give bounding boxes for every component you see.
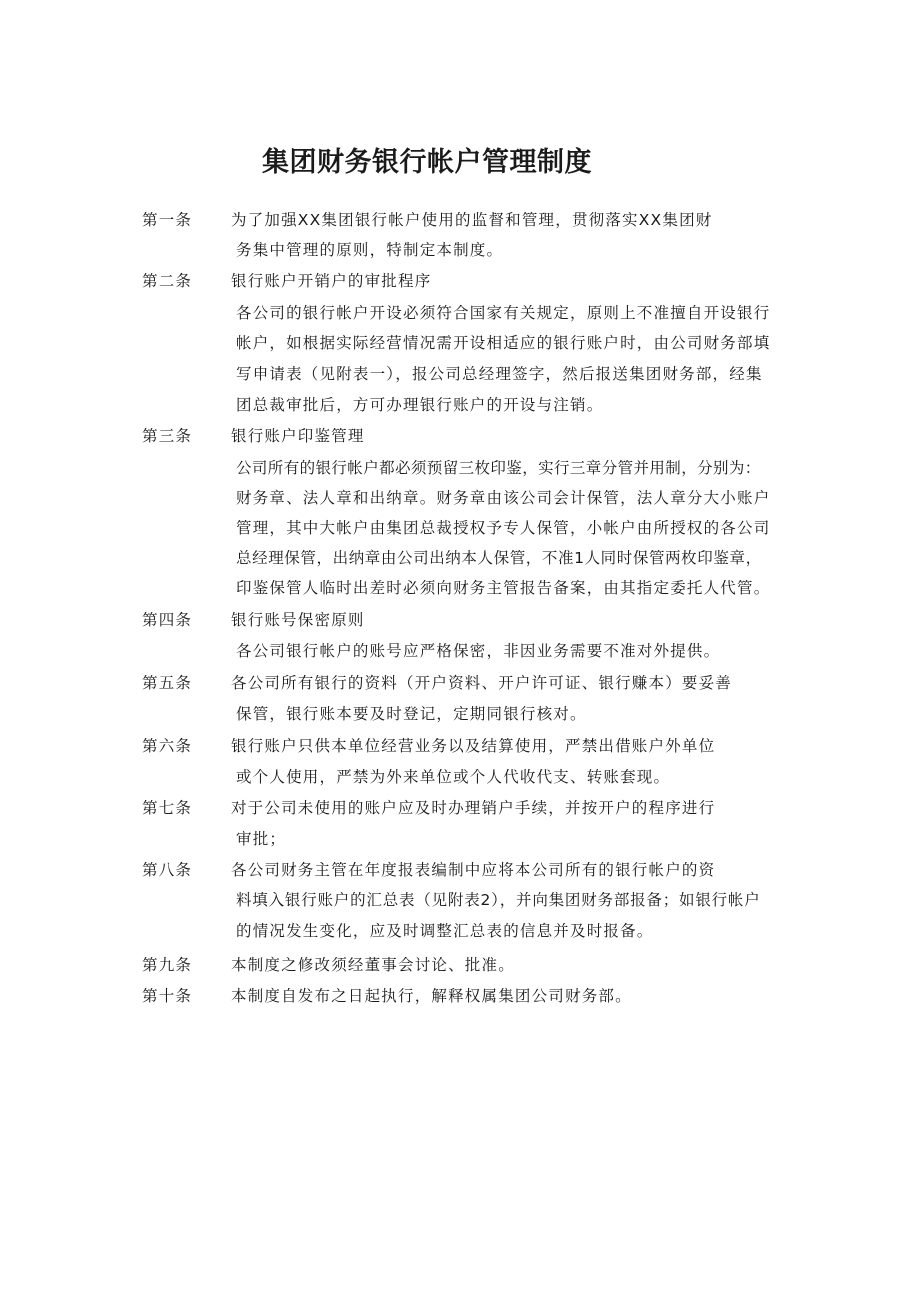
article-3-heading: 银行账户印鉴管理 [231, 427, 365, 445]
article-8-label: 第八条 [142, 861, 193, 879]
article-5-line-1: 各公司所有银行的资料（开户资料、开户许可证、银行赚本）要妥善 [231, 674, 733, 692]
article-3-line-5: 总经理保管，出纳章由公司出纳本人保管，不准1人同时保管两枚印鉴章， [236, 549, 762, 567]
article-6-line-1: 银行账户只供本单位经营业务以及结算使用，严禁出借账户外单位 [231, 737, 716, 755]
article-2-heading: 银行账户开销户的审批程序 [231, 272, 432, 290]
article-1-line-1: 为了加强XX集团银行帐户使用的监督和管理，贯彻落实XX集团财 [231, 211, 713, 229]
article-9-label: 第九条 [142, 956, 193, 974]
article-1-label: 第一条 [142, 211, 193, 229]
article-5-line-2: 保管，银行账本要及时登记，定期同银行核对。 [236, 705, 587, 723]
article-3-label: 第三条 [142, 427, 193, 445]
article-3-line-6: 印鉴保管人临时出差时必须向财务主管报告备案，由其指定委托人代管。 [236, 579, 771, 597]
article-7-line-1: 对于公司未使用的账户应及时办理销户手续，并按开户的程序进行 [231, 799, 716, 817]
article-2-line-2: 各公司的银行帐户开设必须符合国家有关规定，原则上不准擅自开设银行 [236, 304, 771, 322]
article-8-line-3: 的情况发生变化，应及时调整汇总表的信息并及时报备。 [236, 922, 654, 940]
article-5-label: 第五条 [142, 674, 193, 692]
article-6-line-2: 或个人使用，严禁为外来单位或个人代收代支、转账套现。 [236, 768, 671, 786]
article-2-line-5: 团总裁审批后，方可办理银行账户的开设与注销。 [236, 396, 604, 414]
article-4-label: 第四条 [142, 611, 193, 629]
article-6-label: 第六条 [142, 737, 193, 755]
article-9-line-1: 本制度之修改须经董事会讨论、批准。 [231, 956, 515, 974]
article-10-line-1: 本制度自发布之日起执行，解释权属集团公司财务部。 [231, 987, 632, 1005]
article-8-line-2: 料填入银行账户的汇总表（见附表2），并向集团财务部报备；如银行帐户 [236, 891, 761, 909]
article-3-line-4: 管理，其中大帐户由集团总裁授权予专人保管，小帐户由所授权的各公司 [236, 519, 771, 537]
article-3-line-3: 财务章、法人章和出纳章。财务章由该公司会计保管，法人章分大小账户 [236, 489, 771, 507]
article-7-line-2: 审批； [236, 830, 287, 848]
article-1-line-2: 务集中管理的原则，特制定本制度。 [236, 241, 504, 259]
article-10-label: 第十条 [142, 987, 193, 1005]
article-2-line-3: 帐户，如根据实际经营情况需开设相适应的银行账户时，由公司财务部填 [236, 334, 771, 352]
article-8-line-1: 各公司财务主管在年度报表编制中应将本公司所有的银行帐户的资 [231, 861, 716, 879]
article-7-label: 第七条 [142, 799, 193, 817]
article-2-line-4: 写申请表（见附表一），报公司总经理签字，然后报送集团财务部，经集 [236, 365, 763, 383]
article-3-line-2: 公司所有的银行帐户都必须预留三枚印鉴，实行三章分管并用制，分别为： [236, 459, 761, 477]
document-title: 集团财务银行帐户管理制度 [262, 147, 592, 178]
article-4-heading: 银行账号保密原则 [231, 611, 365, 629]
article-4-line-2: 各公司银行帐户的账号应严格保密，非因业务需要不准对外提供。 [236, 642, 721, 660]
article-2-label: 第二条 [142, 272, 193, 290]
